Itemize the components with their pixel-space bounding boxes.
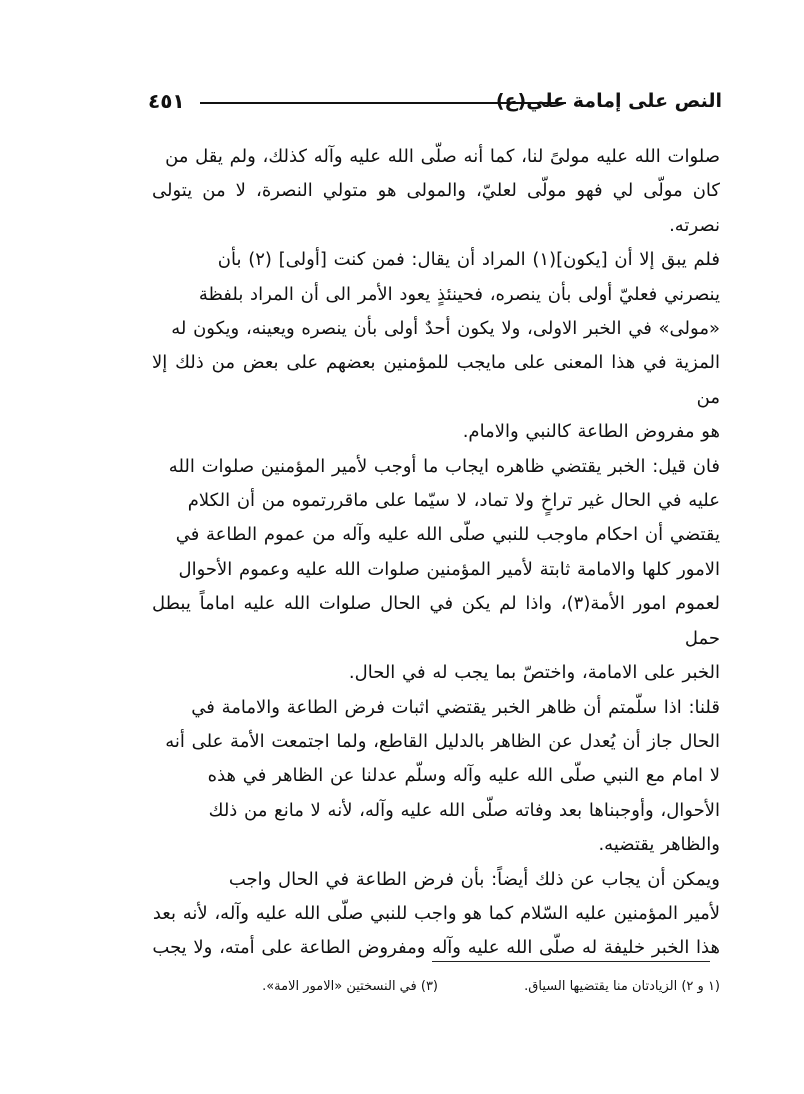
text-line: هذا الخبر خليفة له صلّى الله عليه وآله ومفروض الطاعة على أمته، ولا يجب (152, 937, 720, 959)
text-line: عليه في الحال غير تراخٍ ولا تماد، لا سيّما على ماقررتموه من أن الكلام (187, 490, 720, 512)
text-line: فلم يبق إلا أن [يكون](١) المراد أن يقال: فمن كنت [أولى] (٢) بأن (217, 249, 720, 271)
running-title: النص على إمامة علي(ع) (495, 90, 722, 112)
page-header (148, 86, 722, 120)
text-line: صلوات الله عليه مولىً لنا، كما أنه صلّى الله عليه وآله كذلك، ولم يقل من (165, 146, 720, 167)
text-line: يقتضي أن احكام ماوجب للنبي صلّى الله عليه وآله من عموم الطاعة في (175, 524, 720, 546)
text-line: والظاهر يقتضيه. (598, 834, 720, 856)
text-line: الأحوال، وأوجبناها بعد وفاته صلّى الله عليه وآله، لأنه لا مانع من ذلك (208, 799, 720, 821)
page-number: ٤٥١ (148, 89, 185, 113)
text-line: الحال جاز أن يُعدل عن الظاهر بالدليل القاطع، ولما اجتمعت الأمة على أنه (165, 730, 720, 752)
text-line: فان قيل: الخبر يقتضي ظاهره ايجاب ما أوجب لأمير المؤمنين صلوات الله (168, 455, 720, 477)
text-line: كان مولّى لي فهو مولّى لعليّ، والمولى هو متولي النصرة، لا من يتولى نصرته. (152, 180, 720, 236)
text-line: الخبر على الامامة، واختصّ بما يجب له في الحال. (348, 662, 720, 684)
text-line: قلنا: اذا سلّمتم أن ظاهر الخبر يقتضي اثبات فرض الطاعة والامامة في (191, 696, 720, 718)
text-line: لأمير المؤمنين عليه السّلام كما هو واجب للنبي صلّى الله عليه وآله، لأنه بعد (152, 902, 720, 924)
text-line: ويمكن أن يجاب عن ذلك أيضاً: بأن فرض الطاعة في الحال واجب (228, 868, 720, 890)
text-line: ينصرني فعليّ أولى بأن ينصره، فحينئذٍ يعود الأمر الى أن المراد بلفظة (198, 283, 720, 305)
footnote-3: (٣) في النسختين «الامور الامة». (262, 979, 438, 994)
footnote-1-2: (١ و ٢) الزيادتان منا يقتضيها السياق. (524, 979, 720, 994)
body-text (152, 140, 720, 966)
text-line: المزية في هذا المعنى على مايجب للمؤمنين بعضهم على بعض من ذلك إلا من (152, 352, 720, 408)
text-line: الامور كلها والامامة ثابتة لأمير المؤمنين صلوات الله عليه وعموم الأحوال (178, 558, 720, 580)
header-rule (200, 102, 566, 104)
text-line: «مولى» في الخبر الاولى، ولا يكون أحدٌ أولى بأن ينصره ويعينه، ويكون له (171, 318, 720, 340)
footnote-rule (432, 961, 710, 962)
text-line: لا امام مع النبي صلّى الله عليه وآله وسلّم عدلنا عن الظاهر في هذه (207, 765, 720, 787)
text-line: لعموم امور الأمة(٣)، واذا لم يكن في الحال صلوات الله عليه اماماً يبطل حمل (152, 593, 720, 649)
text-line: هو مفروض الطاعة كالنبي والامام. (462, 421, 720, 443)
